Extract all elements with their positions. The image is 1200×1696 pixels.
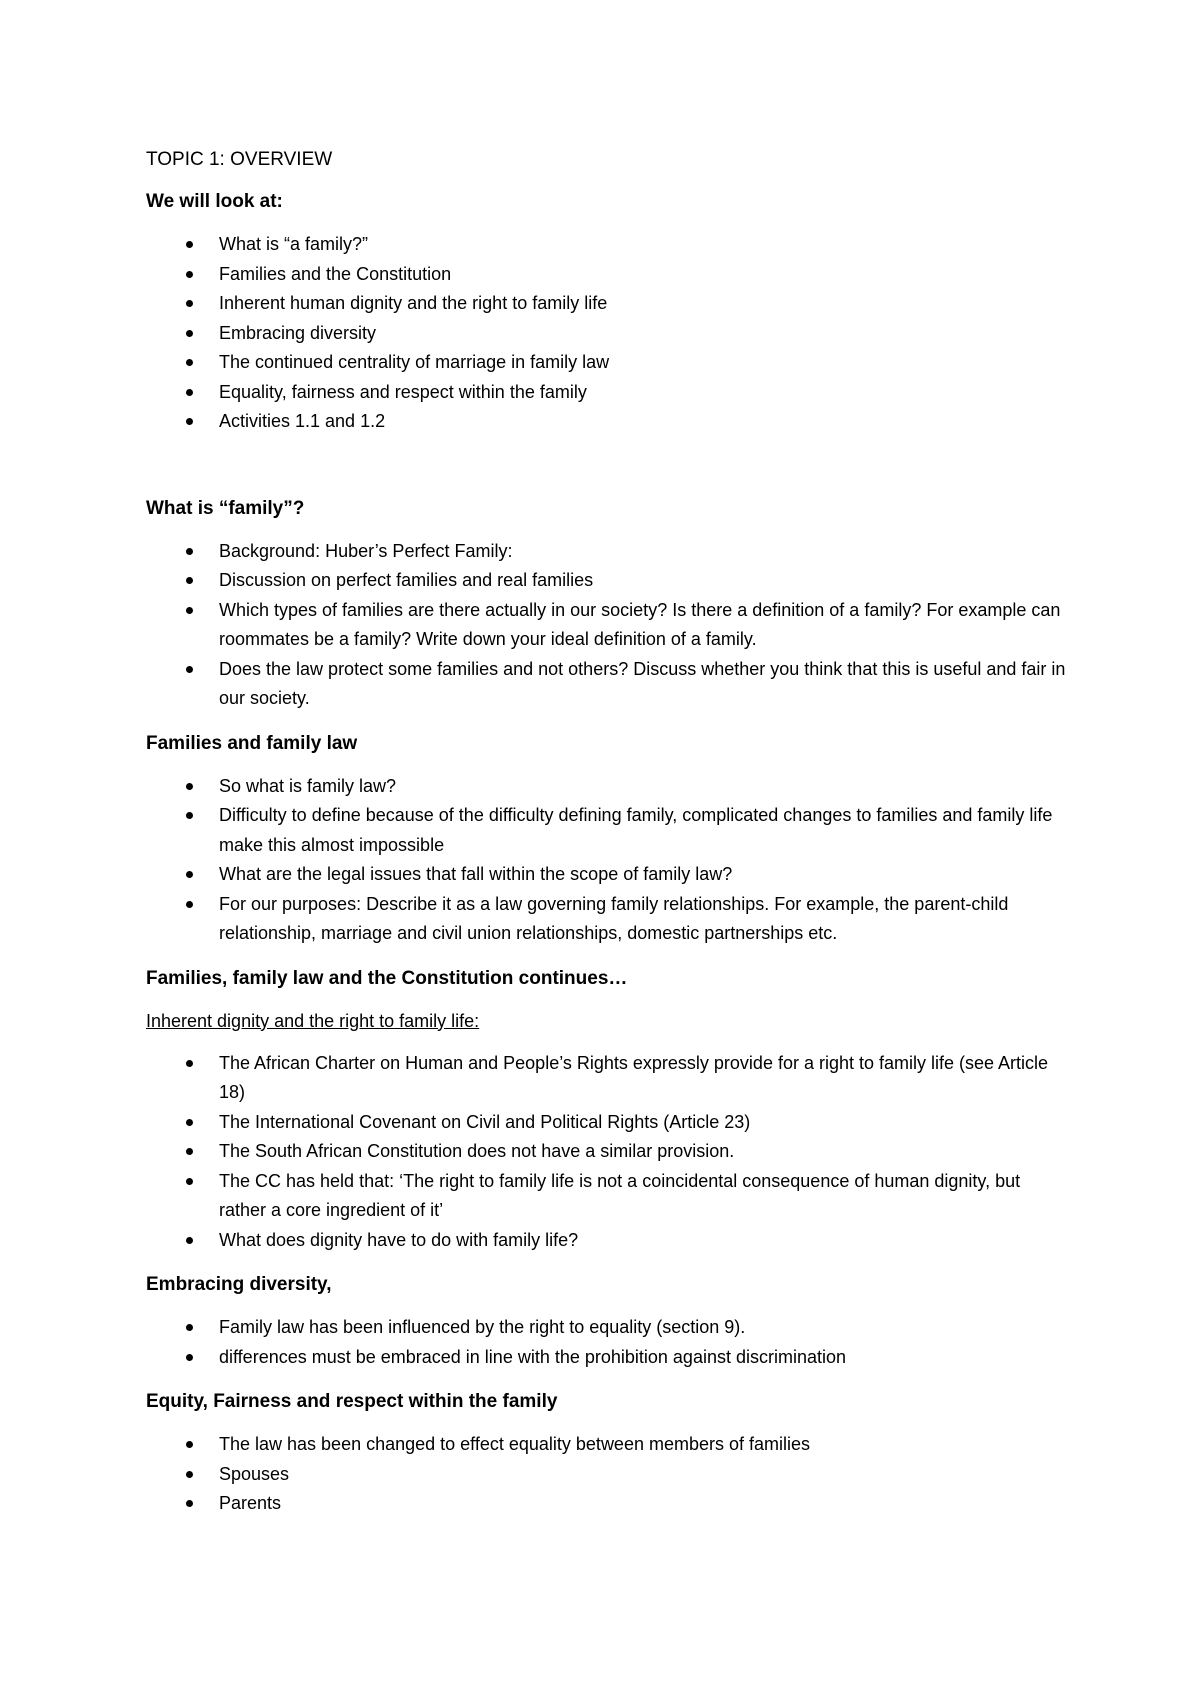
list-item bbox=[146, 407, 1066, 437]
list-item bbox=[146, 1108, 1066, 1138]
list-item bbox=[146, 1489, 1066, 1519]
bullet-icon bbox=[186, 577, 193, 584]
list-item-text: Embracing diversity bbox=[219, 322, 377, 343]
list-item bbox=[146, 596, 1066, 655]
list-item bbox=[146, 1226, 1066, 1256]
bullet-icon bbox=[186, 871, 193, 878]
list-item-text: Which types of families are there actually in our society? Is there a definition of a family? For example can roommates be a family? Write down your ideal definition of a family. bbox=[219, 599, 1061, 649]
list-item bbox=[146, 289, 1066, 319]
families-family-law-heading: Families and family law bbox=[146, 732, 358, 754]
list-item bbox=[146, 1137, 1066, 1167]
equity-heading: Equity, Fairness and respect within the family bbox=[146, 1391, 558, 1412]
overview-heading: We will look at: bbox=[146, 191, 283, 212]
what-is-family-heading: What is “family”? bbox=[146, 497, 305, 519]
list-item bbox=[146, 319, 1066, 349]
list-item-text: Activities 1.1 and 1.2 bbox=[219, 411, 386, 431]
equity-list bbox=[146, 1430, 1066, 1519]
list-item bbox=[146, 348, 1066, 378]
diversity-list bbox=[146, 1313, 1066, 1372]
document-page bbox=[146, 146, 1066, 1535]
list-item-text: The International Covenant on Civil and Political Rights (Article 23) bbox=[219, 1111, 751, 1132]
list-item bbox=[146, 860, 1066, 890]
bullet-icon bbox=[186, 241, 193, 248]
families-family-law-list bbox=[146, 772, 1066, 949]
overview-list bbox=[146, 230, 1066, 437]
list-item bbox=[146, 890, 1066, 949]
diversity-heading: Embracing diversity, bbox=[146, 1274, 332, 1295]
bullet-icon bbox=[186, 359, 193, 366]
bullet-icon bbox=[186, 548, 193, 555]
bullet-icon bbox=[186, 1354, 193, 1361]
list-item bbox=[146, 537, 1066, 567]
list-item-text: The continued centrality of marriage in family law bbox=[219, 352, 610, 372]
bullet-icon bbox=[186, 1060, 193, 1067]
list-item-text: Families and the Constitution bbox=[219, 263, 452, 284]
bullet-icon bbox=[186, 1148, 193, 1155]
constitution-heading: Families, family law and the Constitution continues… bbox=[146, 967, 628, 989]
list-item-text: For our purposes: Describe it as a law governing family relationships. For example, the parent-child relationship, marriage and civil union relationships, domestic partnerships etc. bbox=[219, 893, 1009, 943]
list-item-text: Equality, fairness and respect within the family bbox=[219, 381, 587, 402]
bullet-icon bbox=[186, 330, 193, 337]
diversity-section bbox=[146, 1271, 1066, 1372]
bullet-icon bbox=[186, 607, 193, 614]
bullet-icon bbox=[186, 1119, 193, 1126]
list-item-text: The African Charter on Human and People’s Rights expressly provide for a right to family life (see Article 18) bbox=[219, 1052, 1049, 1102]
bullet-icon bbox=[186, 389, 193, 396]
bullet-icon bbox=[186, 1324, 193, 1331]
constitution-section bbox=[146, 965, 1066, 1256]
overview-section bbox=[146, 188, 1066, 437]
page-title: TOPIC 1: OVERVIEW bbox=[146, 149, 333, 170]
constitution-subheading: Inherent dignity and the right to family life: bbox=[146, 1010, 480, 1031]
bullet-icon bbox=[186, 783, 193, 790]
list-item-text: The South African Constitution does not have a similar provision. bbox=[219, 1141, 735, 1161]
list-item-text: Inherent human dignity and the right to family life bbox=[219, 293, 608, 313]
equity-section bbox=[146, 1388, 1066, 1519]
list-item-text: differences must be embraced in line with the prohibition against discrimination bbox=[219, 1346, 847, 1367]
bullet-icon bbox=[186, 812, 193, 819]
list-item bbox=[146, 655, 1066, 714]
list-item bbox=[146, 1313, 1066, 1343]
bullet-icon bbox=[186, 1237, 193, 1244]
list-item-text: Difficulty to define because of the difficulty defining family, complicated changes to families and family life make this almost impossible bbox=[219, 805, 1053, 855]
list-item-text: What does dignity have to do with family life? bbox=[219, 1229, 579, 1250]
list-item bbox=[146, 1430, 1066, 1460]
bullet-icon bbox=[186, 901, 193, 908]
list-item-text: So what is family law? bbox=[219, 775, 397, 796]
list-item-text: Family law has been influenced by the right to equality (section 9). bbox=[219, 1317, 746, 1337]
bullet-icon bbox=[186, 418, 193, 425]
list-item-text: What are the legal issues that fall within the scope of family law? bbox=[219, 864, 733, 884]
list-item-text: Parents bbox=[219, 1493, 282, 1513]
bullet-icon bbox=[186, 271, 193, 278]
list-item-text: What is “a family?” bbox=[219, 234, 369, 254]
list-item bbox=[146, 801, 1066, 860]
families-family-law-section bbox=[146, 730, 1066, 949]
list-item bbox=[146, 1343, 1066, 1373]
list-item bbox=[146, 566, 1066, 596]
list-item-text: Does the law protect some families and not others? Discuss whether you think that this is useful and fair in our society. bbox=[219, 658, 1066, 708]
list-item bbox=[146, 1167, 1066, 1226]
bullet-icon bbox=[186, 1471, 193, 1478]
list-item-text: Discussion on perfect families and real families bbox=[219, 570, 594, 590]
list-item bbox=[146, 1049, 1066, 1108]
list-item bbox=[146, 260, 1066, 290]
list-item-text: The law has been changed to effect equality between members of families bbox=[219, 1434, 811, 1454]
bullet-icon bbox=[186, 1441, 193, 1448]
list-item bbox=[146, 230, 1066, 260]
constitution-list bbox=[146, 1049, 1066, 1256]
list-item-text: The CC has held that: ‘The right to family life is not a coincidental consequence of human dignity, but rather a core ingredient of it’ bbox=[219, 1170, 1021, 1220]
bullet-icon bbox=[186, 1500, 193, 1507]
list-item bbox=[146, 378, 1066, 408]
list-item-text: Background: Huber’s Perfect Family: bbox=[219, 540, 513, 561]
list-item bbox=[146, 1460, 1066, 1490]
bullet-icon bbox=[186, 300, 193, 307]
list-item bbox=[146, 772, 1066, 802]
what-is-family-list bbox=[146, 537, 1066, 714]
bullet-icon bbox=[186, 666, 193, 673]
bullet-icon bbox=[186, 1178, 193, 1185]
what-is-family-section bbox=[146, 495, 1066, 714]
list-item-text: Spouses bbox=[219, 1463, 290, 1484]
